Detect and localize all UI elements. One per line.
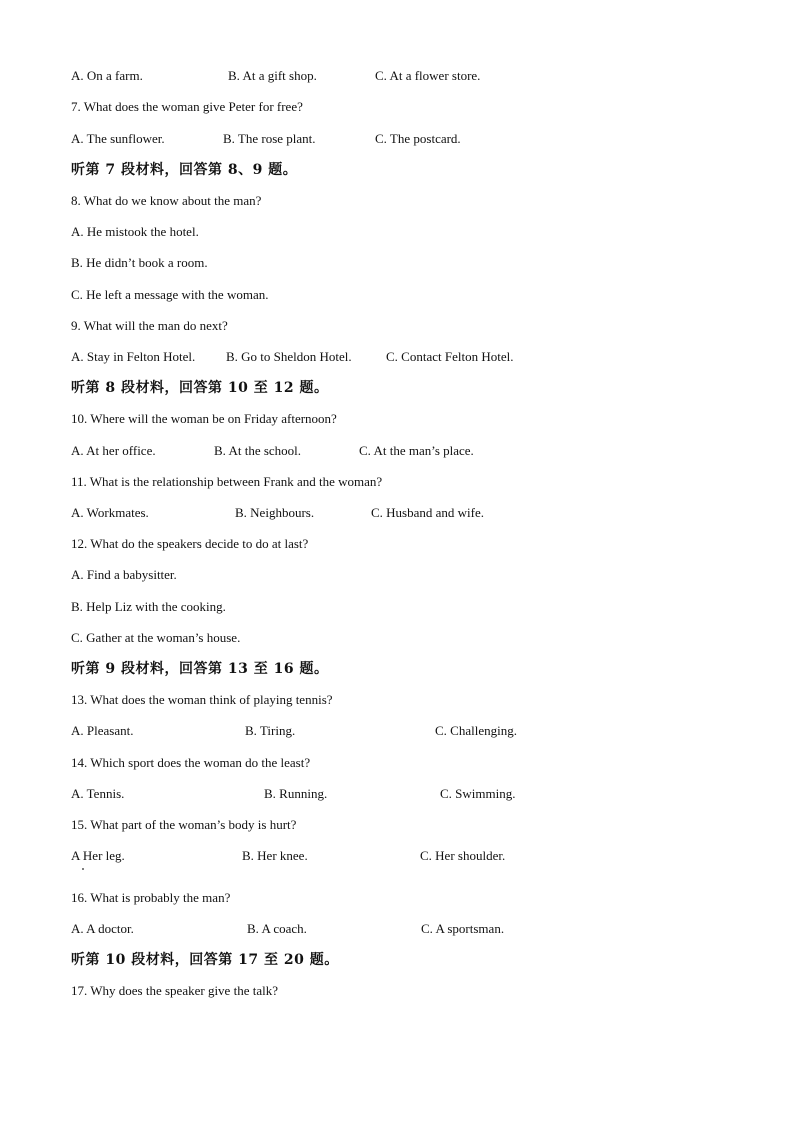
q16-question: 16. What is probably the man? — [71, 890, 231, 905]
q15-option-c: C. Her shoulder. — [420, 848, 506, 863]
q7-option-b: B. The rose plant. — [223, 131, 316, 146]
q8-option-a: A. He mistook the hotel. — [71, 224, 199, 239]
q6-option-c: C. At a flower store. — [375, 68, 481, 83]
q8-option-c: C. He left a message with the woman. — [71, 287, 269, 302]
q15-options — [71, 848, 505, 864]
section-heading-10: 听第 10 段材料，回答第 17 至 20 题。 — [71, 952, 339, 968]
q7-question: 7. What does the woman give Peter for free? — [71, 99, 303, 114]
q13-option-b: B. Tiring. — [245, 723, 296, 738]
q12-option-a: A. Find a babysitter. — [71, 567, 177, 582]
q10-option-c: C. At the man’s place. — [359, 443, 474, 458]
q6-options — [71, 68, 480, 84]
q16-option-c: C. A sportsman. — [421, 921, 505, 936]
q14-options — [71, 786, 516, 802]
q11-option-a: A. Workmates. — [71, 505, 149, 520]
q14-option-c: C. Swimming. — [440, 786, 516, 801]
q10-options — [71, 443, 474, 459]
q9-option-a: A. Stay in Felton Hotel. — [71, 349, 196, 364]
q12-option-b: B. Help Liz with the cooking. — [71, 599, 226, 614]
q14-question: 14. Which sport does the woman do the least? — [71, 755, 311, 770]
q11-option-b: B. Neighbours. — [235, 505, 315, 520]
q17-question: 17. Why does the speaker give the talk? — [71, 983, 278, 998]
q10-option-a: A. At her office. — [71, 443, 156, 458]
q7-options — [71, 131, 461, 147]
q6-option-a: A. On a farm. — [71, 68, 143, 83]
q8-option-b: B. He didn’t book a room. — [71, 255, 208, 270]
q14-option-a: A. Tennis. — [71, 786, 125, 801]
q11-options — [71, 505, 484, 521]
q10-question: 10. Where will the woman be on Friday afternoon? — [71, 411, 337, 426]
q13-option-c: C. Challenging. — [435, 723, 517, 738]
q9-option-c: C. Contact Felton Hotel. — [386, 349, 514, 364]
q15-option-a: A Her leg. — [71, 848, 125, 863]
q12-option-c: C. Gather at the woman’s house. — [71, 630, 241, 645]
q13-question: 13. What does the woman think of playing tennis? — [71, 692, 333, 707]
section-heading-9: 听第 9 段材料，回答第 13 至 16 题。 — [71, 661, 329, 677]
q11-option-c: C. Husband and wife. — [371, 505, 485, 520]
q16-options — [71, 921, 504, 937]
section-heading-7: 听第 7 段材料，回答第 8、9 题。 — [71, 162, 298, 178]
q9-question: 9. What will the man do next? — [71, 318, 228, 333]
q13-options — [71, 723, 517, 739]
q11-question: 11. What is the relationship between Frank and the woman? — [71, 474, 383, 489]
q16-option-b: B. A coach. — [247, 921, 307, 936]
q7-option-a: A. The sunflower. — [71, 131, 165, 146]
q13-option-a: A. Pleasant. — [71, 723, 134, 738]
stray-mark — [82, 868, 84, 870]
q8-question: 8. What do we know about the man? — [71, 193, 262, 208]
q9-option-b: B. Go to Sheldon Hotel. — [226, 349, 352, 364]
q15-question: 15. What part of the woman’s body is hurt? — [71, 817, 297, 832]
section-heading-8: 听第 8 段材料，回答第 10 至 12 题。 — [71, 380, 329, 396]
q15-option-b: B. Her knee. — [242, 848, 308, 863]
q14-option-b: B. Running. — [264, 786, 328, 801]
q10-option-b: B. At the school. — [214, 443, 302, 458]
q7-option-c: C. The postcard. — [375, 131, 461, 146]
q16-option-a: A. A doctor. — [71, 921, 134, 936]
q12-question: 12. What do the speakers decide to do at last? — [71, 536, 309, 551]
q9-options — [71, 349, 513, 365]
q6-option-b: B. At a gift shop. — [228, 68, 317, 83]
